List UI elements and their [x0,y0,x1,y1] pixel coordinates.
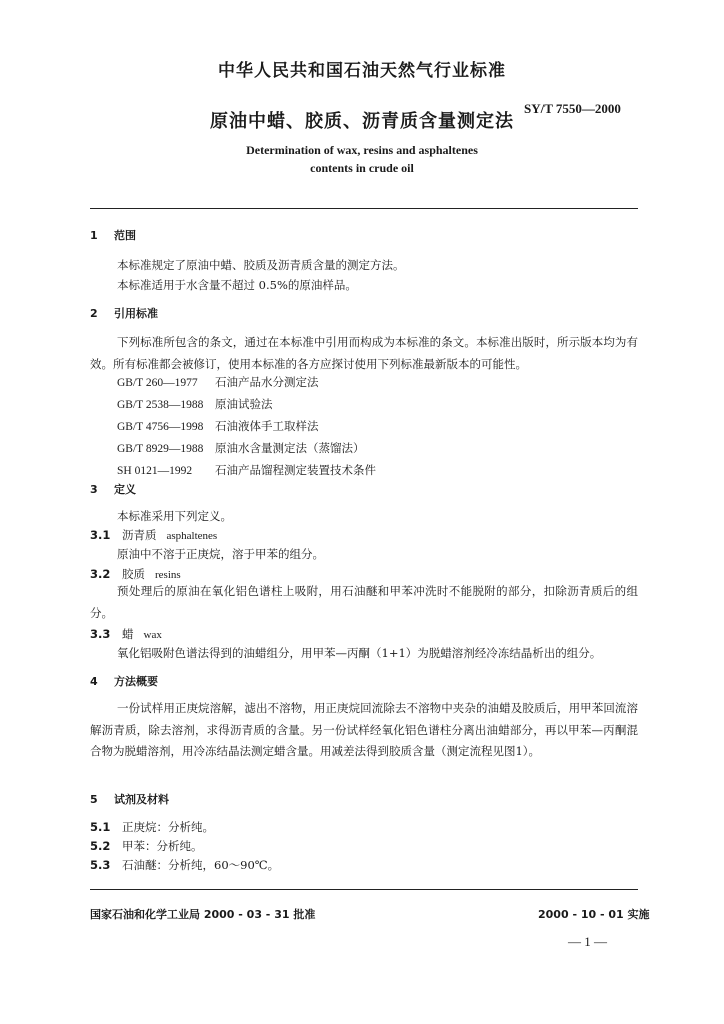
doc-title: 原油中蜡、胶质、沥青质含量测定法 [210,111,514,132]
reference-name: 石油产品水分测定法 [215,375,319,389]
section-heading-method-summary [90,673,158,689]
reference-item [117,440,365,456]
definition-text: 原油中不溶于正庚烷，溶于甲苯的组分。 [117,547,324,561]
header-divider [90,208,638,209]
reagent-text: 甲苯：分析纯。 [122,839,203,853]
section-number: 3 [90,483,98,496]
section-heading-references [90,305,158,321]
section-heading-scope [90,227,136,243]
paragraph: 本标准规定了原油中蜡、胶质及沥青质含量的测定方法。 [117,258,405,272]
section-number: 5 [90,793,98,806]
term-en: asphaltenes [166,530,218,542]
clause-number: 3.2 [90,567,111,581]
reference-item [117,462,376,478]
clause-number: 5.2 [90,839,111,853]
clause-number: 3.1 [90,528,111,542]
section-heading-reagents [90,791,169,807]
reagent-item [90,857,279,873]
definition-term [90,527,217,543]
footer-divider [90,889,638,890]
reference-name: 原油试验法 [215,397,273,411]
section-number: 4 [90,675,98,688]
reference-item [117,396,273,412]
clause-number: 5.1 [90,820,111,834]
approval-note: 国家石油和化学工业局 2000 - 03 - 31 批准 [90,908,316,921]
reference-code: GB/T 8929—1988 [117,443,204,455]
clause-number: 5.3 [90,858,111,872]
definition-term [90,626,162,642]
term-en: resins [155,569,181,581]
definition-term [90,566,181,582]
section-title: 定义 [114,483,136,496]
reference-item [117,418,319,434]
definition-text: 氧化铝吸附色谱法得到的油蜡组分，用甲苯—丙酮（1+1）为脱蜡溶剂经冷冻结晶析出的组分。 [117,646,602,660]
paragraph: 下列标准所包含的条文，通过在本标准中引用而构成为本标准的条文。本标准出版时，所示版本均为有效。所有标准都会被修订，使用本标准的各方应探讨使用下列标准最新版本的可能性。 [90,335,638,371]
term-en: wax [143,629,162,641]
reference-code: SH 0121—1992 [117,465,193,477]
reference-item [117,374,319,390]
section-number: 2 [90,307,98,320]
english-title-line2: contents in crude oil [310,161,414,175]
section-title: 方法概要 [114,675,158,688]
paragraph: 一份试样用正庚烷溶解，滤出不溶物，用正庚烷回流除去不溶物中夹杂的油蜡及胶质后，用甲苯回流溶解沥青质，除去溶剂，求得沥青质的含量。另一份试样经氧化铝色谱柱分离出油蜡部分，再以甲苯—丙酮混合物为脱蜡溶剂，用冷冻结晶法测定蜡含量。用减差法得到胶质含量（测定流程见图1）。 [90,701,638,758]
reference-name: 石油产品馏程测定装置技术条件 [215,463,376,477]
paragraph: 本标准适用于水含量不超过 0.5%的原油样品。 [117,278,357,292]
english-title-line1: Determination of wax, resins and asphaltenes [246,143,478,157]
section-number: 1 [90,229,98,242]
reference-name: 石油液体手工取样法 [215,419,319,433]
term-zh: 胶质 [122,567,145,581]
reference-code: GB/T 2538—1988 [117,399,204,411]
paragraph: 本标准采用下列定义。 [117,509,232,523]
reference-name: 原油水含量测定法（蒸馏法） [215,441,365,455]
reagent-text: 正庚烷：分析纯。 [122,820,214,834]
reference-code: GB/T 4756—1998 [117,421,204,433]
page-number: — 1 — [568,934,607,949]
section-title: 引用标准 [114,307,158,320]
term-zh: 沥青质 [122,528,157,542]
reagent-text: 石油醚：分析纯，60～90℃。 [122,858,280,872]
reagent-item [90,838,203,854]
reference-code: GB/T 260—1977 [117,377,198,389]
org-title: 中华人民共和国石油天然气行业标准 [218,61,506,81]
section-title: 范围 [114,229,136,242]
term-zh: 蜡 [122,627,134,641]
standard-code: SY/T 7550—2000 [524,101,621,116]
effective-date: 2000 - 10 - 01 实施 [538,908,650,921]
section-title: 试剂及材料 [114,793,169,806]
clause-number: 3.3 [90,627,111,641]
section-heading-definitions [90,481,136,497]
definition-text: 预处理后的原油在氧化铝色谱柱上吸附，用石油醚和甲苯冲洗时不能脱附的部分，扣除沥青质后的组分。 [90,584,638,620]
reagent-item [90,819,214,835]
